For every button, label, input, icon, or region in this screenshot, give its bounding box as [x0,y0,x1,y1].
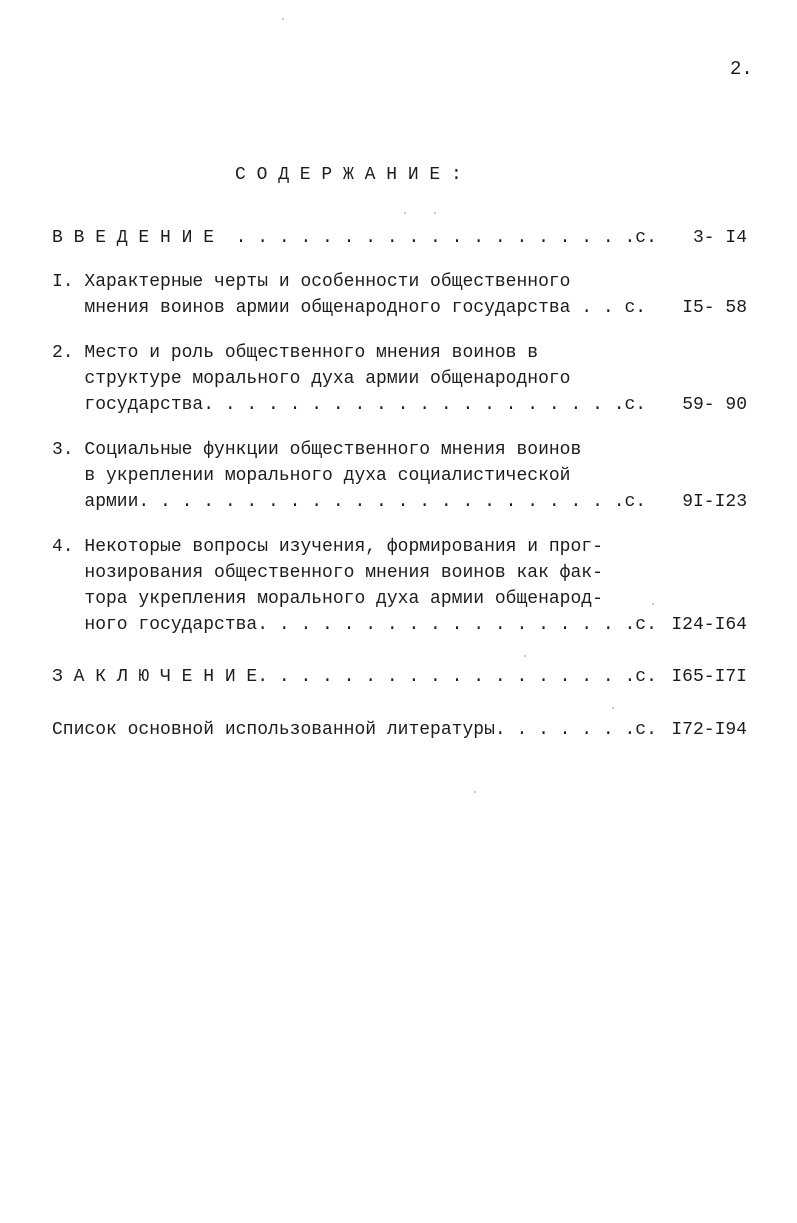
toc-entry-line: государства. . . . . . . . . . . . . . . . . . . .с. [52,395,647,415]
toc-entry-pages: I65-I7I [671,667,747,687]
toc-entry-pages: 3- I4 [692,228,747,248]
toc-entry-line: 2. Место и роль общественного мнения воинов в [52,343,539,363]
scan-speck [404,212,406,214]
toc-entry-pages: I5- 58 [682,298,747,318]
toc-entry-line: в укреплении морального духа социалистической [52,466,571,486]
toc-entry-line: 4. Некоторые вопросы изучения, формирования и прог- [52,537,603,557]
toc-entry-line: З А К Л Ю Ч Е Н И Е. . . . . . . . . . . . . . . . . .с. [52,667,657,687]
toc-entry-pages: 9I-I23 [682,492,747,512]
page-title: С О Д Е Р Ж А Н И Е : [235,165,462,185]
toc-entry-line: 3. Социальные функции общественного мнения воинов [52,440,582,460]
scan-speck [612,707,614,709]
toc-entry-line: нозирования общественного мнения воинов как фак- [52,563,603,583]
toc-entry-line: Список основной использованной литературы. . . . . . .с. [52,720,657,740]
scan-speck [524,655,526,657]
toc-entry-line: ного государства. . . . . . . . . . . . . . . . . .с. [52,615,657,635]
toc-entry-pages: 59- 90 [682,395,747,415]
toc-entry-pages: I24-I64 [671,615,747,635]
scan-speck [474,791,476,793]
scan-speck [282,18,284,20]
scan-speck [652,603,654,605]
scan-speck [434,212,436,214]
toc-entry-line: структуре морального духа армии общенародного [52,369,571,389]
toc-entry-line: В В Е Д Е Н И Е . . . . . . . . . . . . . . . . . . .с. [52,228,657,248]
toc-entry-line: армии. . . . . . . . . . . . . . . . . . . . . . .с. [52,492,647,512]
toc-entry-line: тора укрепления морального духа армии общенарод- [52,589,603,609]
toc-entry-pages: I72-I94 [671,720,747,740]
toc-entry-line: мнения воинов армии общенародного государства . . с. [52,298,647,318]
page-number: 2. [730,58,753,80]
toc-entry-line: I. Характерные черты и особенности общественного [52,272,571,292]
